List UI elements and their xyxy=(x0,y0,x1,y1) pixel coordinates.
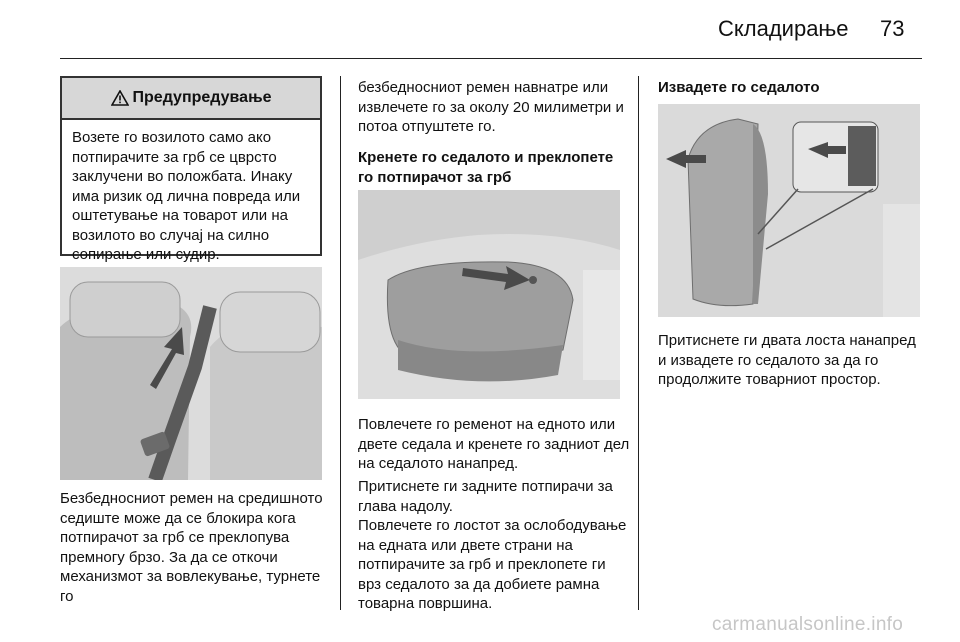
warning-box xyxy=(60,76,322,263)
watermark: carmanualsonline.info xyxy=(712,614,904,635)
seatbelt-illustration xyxy=(60,267,322,480)
warning-triangle-icon xyxy=(111,90,129,106)
warning-text: Возете го возилото само ако потпирачите за грб се цврсто заклучени во положбата. Инаку има ризик од лична повреда или оштетување на товарот или на возилото во случај на силно сопирање или судир. xyxy=(72,129,301,263)
section-heading-remove-seat: Извадете го седалото xyxy=(658,79,820,96)
step-lift-cushion: Повлечете го ременот на едното или двете седала и кренете го задниот дел на седалото нанапред. xyxy=(358,416,630,472)
step-lower-headrests: Притиснете ги задните потпирачи за глава надолу. xyxy=(358,478,613,515)
belt-release-paragraph: Безбедносниот ремен на средишното седиште може да се блокира кога потпирачот за грб се преклопува премногу брзо. За да се откочи механизмот за вовлекување, турнете го xyxy=(60,490,323,605)
step-fold-backrest: Повлечете го лостот за ослободување на едната или двете страни на потпирачите за грб и преклопете ги врз седалото за да добиете рамна товарна површина. xyxy=(358,517,627,612)
column-divider xyxy=(340,76,341,610)
warning-header xyxy=(62,78,320,120)
remove-seat-paragraph: Притиснете ги двата лоста нанапред и извадете го седалото за да го продолжите товарниот простор. xyxy=(658,332,916,388)
header-rule xyxy=(60,58,922,59)
column-divider xyxy=(638,76,639,610)
page-header-title: Складирање xyxy=(718,16,849,41)
warning-title: Предупредување xyxy=(132,89,272,106)
section-heading-fold-backrest: Кренете го седалото и преклопете го потпирачот за грб xyxy=(358,149,614,186)
seat-removal-illustration xyxy=(658,104,920,317)
page-number: 73 xyxy=(880,16,905,41)
seat-cushion-illustration xyxy=(358,190,620,399)
belt-release-continuation: безбедносниот ремен навнатре или извлечете го за околу 20 милиметри и потоа отпуштете го. xyxy=(358,79,624,135)
